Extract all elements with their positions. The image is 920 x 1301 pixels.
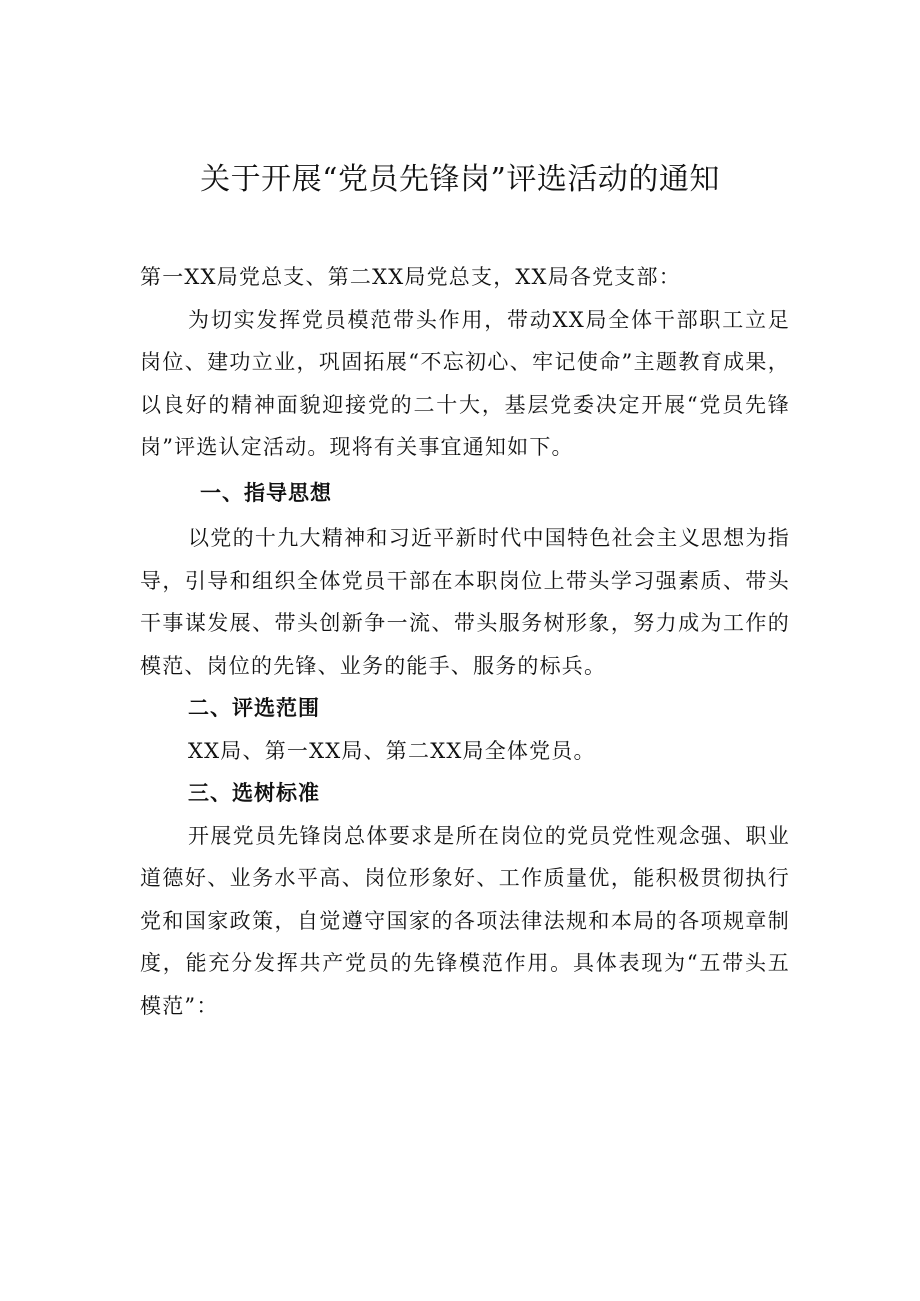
document-body bbox=[140, 256, 790, 1027]
section-text-guiding-thought: 以党的十九大精神和习近平新时代中国特色社会主义思想为指导，引导和组织全体党员干部在本职岗位上带头学习强素质、带头干事谋发展、带头创新争一流、带头服务树形象，努力成为工作的模范、岗位的先锋、业务的能手、服务的标兵。 bbox=[140, 526, 790, 678]
intro-paragraph: 为切实发挥党员模范带头作用，带动XX局全体干部职工立足岗位、建功立业，巩固拓展“不忘初心、牢记使命”主题教育成果，以良好的精神面貌迎接党的二十大，基层党委决定开展“党员先锋岗”评选认定活动。现将有关事宜通知如下。 bbox=[140, 307, 790, 459]
section-heading-guiding-thought: 一、指导思想 bbox=[200, 480, 332, 505]
section-heading-scope: 二、评选范围 bbox=[188, 696, 320, 720]
section-text-criteria: 开展党员先锋岗总体要求是所在岗位的党员党性观念强、职业道德好、业务水平高、岗位形象好、工作质量优，能积极贯彻执行党和国家政策，自觉遵守国家的各项法律法规和本局的各项规章制度，能充分发挥共产党员的先锋模范作用。具体表现为“五带头五模范”： bbox=[140, 823, 790, 1018]
section-text-scope: XX局、第一XX局、第二XX局全体党员。 bbox=[188, 738, 596, 763]
document-title: 关于开展“党员先锋岗”评选活动的通知 bbox=[200, 162, 720, 197]
salutation: 第一XX局党总支、第二XX局党总支，XX局各党支部： bbox=[140, 265, 681, 289]
section-heading-criteria: 三、选树标准 bbox=[188, 781, 320, 805]
